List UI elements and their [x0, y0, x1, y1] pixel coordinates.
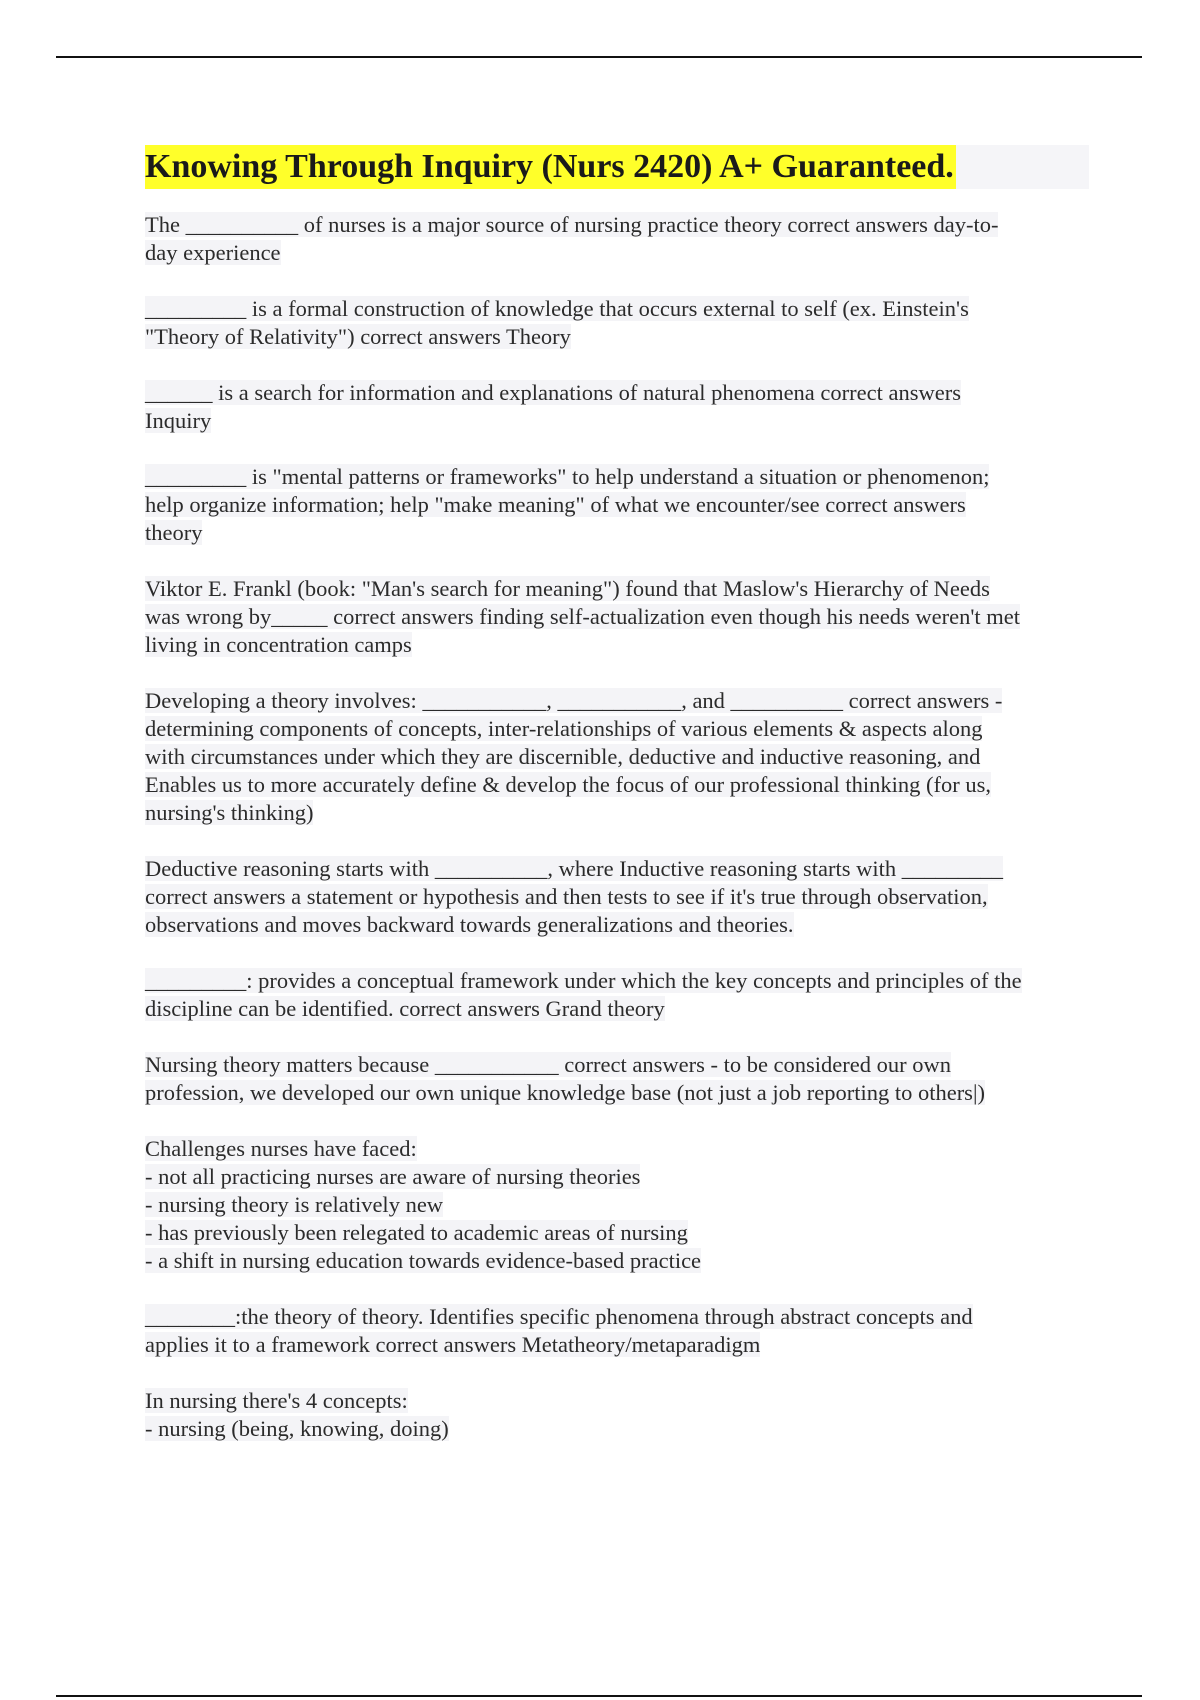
qa-entry-9: [145, 1051, 1090, 1107]
entry-line: theory: [145, 520, 203, 545]
entry-line: In nursing there's 4 concepts:: [145, 1388, 408, 1413]
entry-line: nursing's thinking): [145, 800, 314, 825]
qa-entry-6: [145, 687, 1090, 827]
entry-line: Viktor E. Frankl (book: "Man's search for meaning") found that Maslow's Hierarchy of Needs: [145, 576, 990, 601]
entry-line: help organize information; help "make meaning" of what we encounter/see correct answers: [145, 492, 966, 517]
entry-line: day experience: [145, 240, 281, 265]
qa-entry-5: [145, 575, 1090, 659]
entry-line: with circumstances under which they are discernible, deductive and inductive reasoning, and: [145, 744, 981, 769]
entry-line: ______ is a search for information and explanations of natural phenomena correct answers: [145, 380, 961, 405]
entry-line: profession, we developed our own unique knowledge base (not just a job reporting to others|): [145, 1080, 985, 1105]
entry-line: Challenges nurses have faced:: [145, 1136, 417, 1161]
entry-line: - has previously been relegated to academic areas of nursing: [145, 1220, 688, 1245]
qa-entry-12: [145, 1387, 1090, 1443]
entry-line: correct answers a statement or hypothesis and then tests to see if it's true through observation,: [145, 884, 988, 909]
entry-line: ________:the theory of theory. Identifies specific phenomena through abstract concepts and: [145, 1304, 973, 1329]
entry-line: determining components of concepts, inter-relationships of various elements & aspects along: [145, 716, 983, 741]
entry-line: Developing a theory involves: ___________, ___________, and __________ correct answers -: [145, 688, 1003, 713]
entry-line: The __________ of nurses is a major source of nursing practice theory correct answers day-to-: [145, 212, 999, 237]
document-title: Knowing Through Inquiry (Nurs 2420) A+ Guaranteed.: [145, 145, 956, 189]
qa-entry-2: [145, 295, 1090, 351]
top-rule: [56, 56, 1142, 58]
entry-line: observations and moves backward towards generalizations and theories.: [145, 912, 794, 937]
entry-line: - a shift in nursing education towards evidence-based practice: [145, 1248, 702, 1273]
title-band: [145, 145, 1089, 189]
qa-entry-4: [145, 463, 1090, 547]
entry-line: living in concentration camps: [145, 632, 412, 657]
entry-line: was wrong by_____ correct answers finding self-actualization even though his needs weren't met: [145, 604, 1021, 629]
entry-line: _________ is a formal construction of knowledge that occurs external to self (ex. Einstein's: [145, 296, 969, 321]
bottom-rule: [56, 1695, 1142, 1697]
entry-line: _________ is "mental patterns or frameworks" to help understand a situation or phenomenon;: [145, 464, 990, 489]
entry-line: Nursing theory matters because ___________ correct answers - to be considered our own: [145, 1052, 952, 1077]
entry-line: Deductive reasoning starts with __________, where Inductive reasoning starts with _________: [145, 856, 1003, 881]
entry-line: - nursing (being, knowing, doing): [145, 1416, 449, 1441]
qa-entry-3: [145, 379, 1090, 435]
entry-line: Inquiry: [145, 408, 212, 433]
qa-entry-1: [145, 211, 1090, 267]
qa-entry-8: [145, 967, 1090, 1023]
entry-line: _________: provides a conceptual framework under which the key concepts and principles of the: [145, 968, 1022, 993]
entry-line: applies it to a framework correct answers Metatheory/metaparadigm: [145, 1332, 761, 1357]
entry-line: "Theory of Relativity") correct answers Theory: [145, 324, 571, 349]
entry-line: discipline can be identified. correct answers Grand theory: [145, 996, 665, 1021]
entry-line: - not all practicing nurses are aware of nursing theories: [145, 1164, 641, 1189]
entry-line: - nursing theory is relatively new: [145, 1192, 444, 1217]
qa-entry-10: [145, 1135, 1090, 1275]
document-body: [145, 145, 1090, 1471]
qa-entry-11: [145, 1303, 1090, 1359]
qa-entry-7: [145, 855, 1090, 939]
entry-line: Enables us to more accurately define & develop the focus of our professional thinking (for us,: [145, 772, 992, 797]
